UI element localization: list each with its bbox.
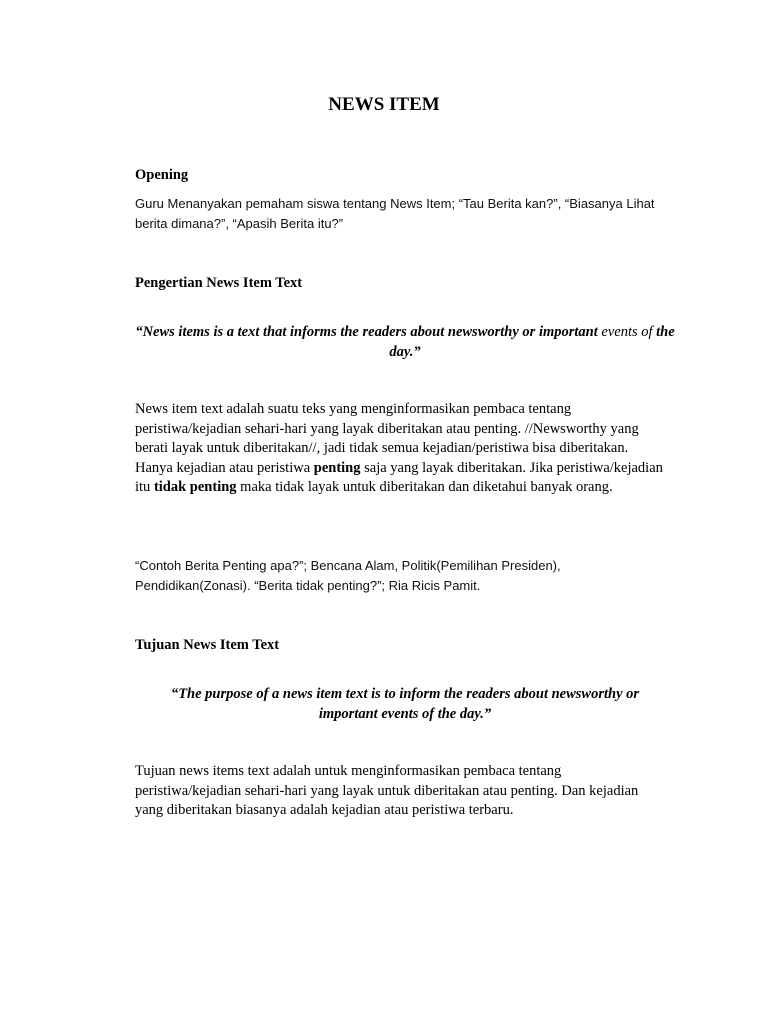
page-title: NEWS ITEM (328, 94, 440, 115)
pengertian-quote-bold: “News items is a text that informs the readers about newsworthy or important (135, 324, 598, 340)
examples-text: “Contoh Berita Penting apa?”; Bencana Alam, Politik(Pemilihan Presiden), Pendidikan(Zonasi). “Berita tidak penting?”; Ria Ricis Pamit. (135, 558, 561, 593)
pengertian-quote (130, 322, 680, 362)
tujuan-quote: “The purpose of a news item text is to inform the readers about newsworthy or important events of the day.” (170, 686, 640, 722)
tujuan-paragraph: Tujuan news items text adalah untuk menginformasikan pembaca tentang peristiwa/kejadian sehari-hari yang layak untuk diberitakan atau penting. Dan kejadian yang diberitakan biasanya adalah kejadian atau peristiwa terbaru. (135, 763, 639, 818)
opening-heading: Opening (135, 167, 189, 183)
pengertian-paragraph-part1: News item text adalah suatu teks yang menginformasikan pembaca tentang peristiwa/kejadian sehari-hari yang layak diberitakan atau penting. //Newsworthy yang berati layak untuk diberitakan//, jadi tidak semua kejadian/peristiwa bisa diberitakan. Hanya kejadian atau peristiwa (135, 401, 639, 476)
opening-text: Guru Menanyakan pemaham siswa tentang News Item; “Tau Berita kan?”, “Biasanya Lihat berita dimana?”, “Apasih Berita itu?” (135, 196, 655, 231)
tujuan-heading: Tujuan News Item Text (135, 637, 280, 653)
pengertian-paragraph-part3: maka tidak layak untuk diberitakan dan diketahui banyak orang. (236, 479, 613, 495)
pengertian-quote-normal: events of (597, 324, 653, 340)
pengertian-paragraph (135, 400, 665, 498)
pengertian-paragraph-bold1: penting (313, 459, 361, 476)
pengertian-quote-end: the day.” (389, 324, 675, 360)
pengertian-paragraph-bold2: tidak penting (153, 479, 237, 495)
pengertian-heading: Pengertian News Item Text (135, 275, 303, 291)
pengertian-paragraph-part2: saja yang layak diberitakan. Jika peristiwa/kejadian itu (135, 459, 663, 495)
